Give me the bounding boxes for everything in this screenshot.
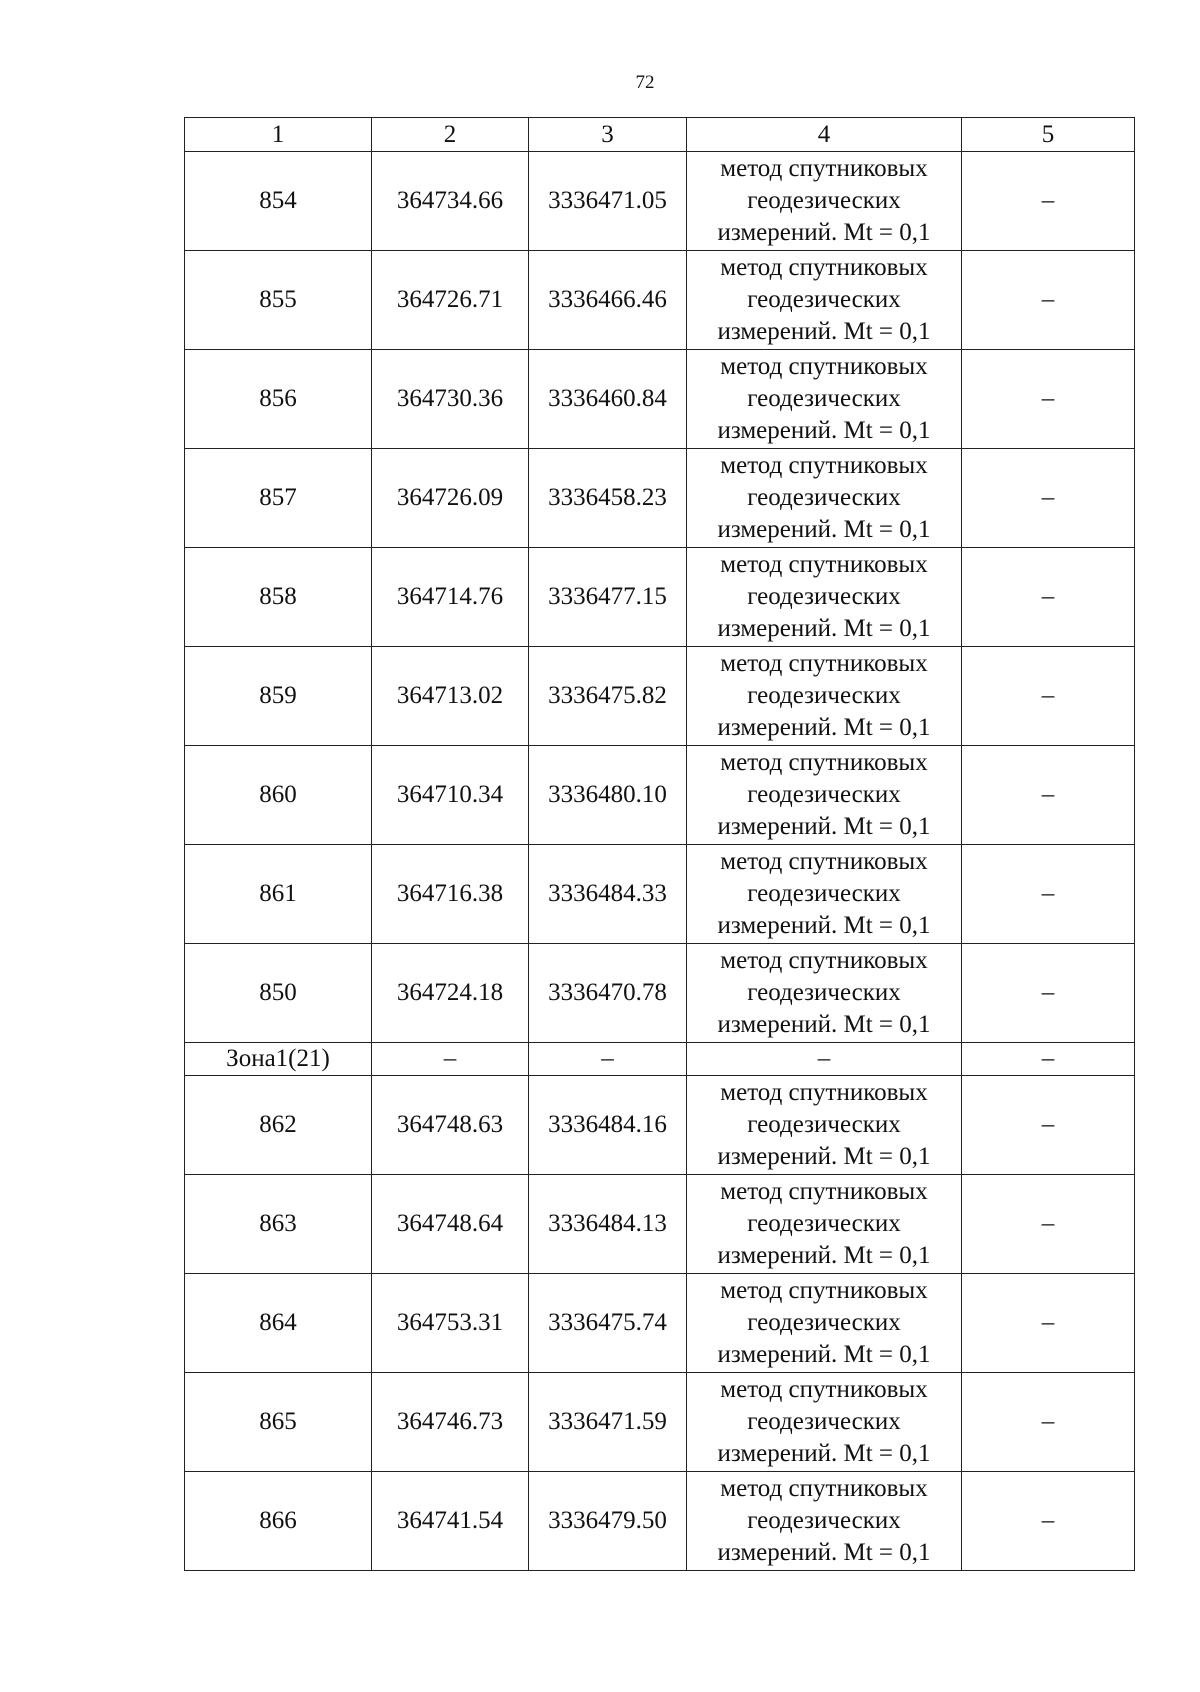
x-coordinate-cell-text: 364753.31 xyxy=(396,1309,504,1336)
table-row xyxy=(185,350,1135,449)
y-coordinate-cell-text: 3336475.74 xyxy=(548,1309,667,1336)
note-cell-text: – xyxy=(1041,781,1055,808)
y-coordinate-cell xyxy=(529,647,687,746)
note-cell-text: – xyxy=(1041,1111,1055,1138)
method-cell xyxy=(687,152,962,251)
y-coordinate-cell-text: 3336484.13 xyxy=(548,1210,667,1237)
x-coordinate-cell-text: 364748.64 xyxy=(396,1210,504,1237)
x-coordinate-cell xyxy=(372,647,529,746)
y-coordinate-cell-text: 3336484.33 xyxy=(548,880,667,907)
point-number-cell xyxy=(185,350,372,449)
method-cell-text: метод спутниковых геодезических измерений. Mt = 0,1 xyxy=(717,1277,931,1368)
x-coordinate-cell-text: 364741.54 xyxy=(396,1507,504,1534)
method-cell-text: метод спутниковых геодезических измерений. Mt = 0,1 xyxy=(717,650,931,741)
method-cell-text: метод спутниковых геодезических измерений. Mt = 0,1 xyxy=(717,848,931,939)
note-cell xyxy=(962,350,1135,449)
point-number-cell xyxy=(185,1373,372,1472)
note-cell xyxy=(962,152,1135,251)
point-number-cell xyxy=(185,845,372,944)
x-coordinate-cell-text: 364716.38 xyxy=(396,880,504,907)
x-coordinate-cell xyxy=(372,152,529,251)
point-number-cell xyxy=(185,1175,372,1274)
method-cell xyxy=(687,1175,962,1274)
zone-row xyxy=(185,1043,1135,1076)
y-coordinate-cell xyxy=(529,1472,687,1571)
y-coordinate-cell xyxy=(529,1373,687,1472)
column-header: 4 xyxy=(687,118,962,152)
x-coordinate-cell-text: 364726.09 xyxy=(396,484,504,511)
y-coordinate-cell-text: 3336471.59 xyxy=(548,1408,667,1435)
point-number-cell-text: 859 xyxy=(259,682,297,709)
y-coordinate-cell-text: 3336470.78 xyxy=(548,979,667,1006)
x-coordinate-cell xyxy=(372,845,529,944)
y-coordinate-cell xyxy=(529,1076,687,1175)
page-number: 72 xyxy=(635,72,655,93)
note-cell xyxy=(962,251,1135,350)
y-coordinate-cell-text: 3336480.10 xyxy=(548,781,667,808)
method-cell-text: метод спутниковых геодезических измерений. Mt = 0,1 xyxy=(717,155,931,246)
table-header-row xyxy=(185,118,1135,152)
x-coordinate-cell xyxy=(372,1043,529,1076)
method-cell-text: метод спутниковых геодезических измерений. Mt = 0,1 xyxy=(717,1178,931,1269)
point-number-cell-text: 855 xyxy=(259,286,297,313)
point-number-cell-text: 864 xyxy=(259,1309,297,1336)
table-row xyxy=(185,647,1135,746)
y-coordinate-cell-text: 3336479.50 xyxy=(548,1507,667,1534)
method-cell-text: метод спутниковых геодезических измерений. Mt = 0,1 xyxy=(717,1079,931,1170)
x-coordinate-cell xyxy=(372,251,529,350)
x-coordinate-cell-text: – xyxy=(443,1045,457,1072)
point-number-cell-text: 856 xyxy=(259,385,297,412)
y-coordinate-cell xyxy=(529,1274,687,1373)
x-coordinate-cell xyxy=(372,1076,529,1175)
point-number-cell xyxy=(185,548,372,647)
method-cell xyxy=(687,1274,962,1373)
point-number-cell xyxy=(185,1274,372,1373)
note-cell-text: – xyxy=(1041,1045,1055,1072)
x-coordinate-cell-text: 364724.18 xyxy=(396,979,504,1006)
method-cell-text: метод спутниковых геодезических измерений. Mt = 0,1 xyxy=(717,1475,931,1566)
method-cell xyxy=(687,251,962,350)
method-cell-text: метод спутниковых геодезических измерений. Mt = 0,1 xyxy=(717,947,931,1038)
note-cell-text: – xyxy=(1041,880,1055,907)
y-coordinate-cell xyxy=(529,548,687,647)
point-number-cell xyxy=(185,746,372,845)
table-row xyxy=(185,1076,1135,1175)
note-cell xyxy=(962,845,1135,944)
y-coordinate-cell-text: 3336458.23 xyxy=(548,484,667,511)
note-cell-text: – xyxy=(1041,1408,1055,1435)
x-coordinate-cell-text: 364730.36 xyxy=(396,385,504,412)
method-cell xyxy=(687,449,962,548)
table-row xyxy=(185,1373,1135,1472)
point-number-cell-text: 863 xyxy=(259,1210,297,1237)
note-cell-text: – xyxy=(1041,682,1055,709)
note-cell-text: – xyxy=(1041,979,1055,1006)
y-coordinate-cell xyxy=(529,251,687,350)
method-cell xyxy=(687,746,962,845)
table-row xyxy=(185,1175,1135,1274)
x-coordinate-cell-text: 364746.73 xyxy=(396,1408,504,1435)
x-coordinate-cell-text: 364710.34 xyxy=(396,781,504,808)
note-cell-text: – xyxy=(1041,583,1055,610)
point-number-cell-text: 850 xyxy=(259,979,297,1006)
x-coordinate-cell-text: 364726.71 xyxy=(396,286,504,313)
note-cell xyxy=(962,449,1135,548)
point-number-cell xyxy=(185,251,372,350)
table-body xyxy=(185,152,1135,1571)
note-cell xyxy=(962,1373,1135,1472)
point-number-cell xyxy=(185,1043,372,1076)
y-coordinate-cell xyxy=(529,845,687,944)
note-cell-text: – xyxy=(1041,286,1055,313)
method-cell xyxy=(687,845,962,944)
x-coordinate-cell xyxy=(372,746,529,845)
method-cell-text: метод спутниковых геодезических измерений. Mt = 0,1 xyxy=(717,452,931,543)
table-row xyxy=(185,845,1135,944)
method-cell xyxy=(687,1373,962,1472)
method-cell xyxy=(687,350,962,449)
column-header: 5 xyxy=(962,118,1135,152)
y-coordinate-cell xyxy=(529,746,687,845)
x-coordinate-cell xyxy=(372,1373,529,1472)
y-coordinate-cell-text: 3336471.05 xyxy=(548,187,667,214)
x-coordinate-cell xyxy=(372,944,529,1043)
y-coordinate-cell-text: – xyxy=(601,1045,614,1072)
y-coordinate-cell-text: 3336466.46 xyxy=(548,286,667,313)
note-cell-text: – xyxy=(1041,1309,1055,1336)
method-cell xyxy=(687,647,962,746)
point-number-cell-text: 860 xyxy=(259,781,297,808)
note-cell xyxy=(962,548,1135,647)
y-coordinate-cell xyxy=(529,944,687,1043)
table-row xyxy=(185,548,1135,647)
point-number-cell-text: 857 xyxy=(259,484,297,511)
y-coordinate-cell xyxy=(529,1175,687,1274)
method-cell-text: метод спутниковых геодезических измерений. Mt = 0,1 xyxy=(717,551,931,642)
x-coordinate-cell-text: 364748.63 xyxy=(396,1111,504,1138)
y-coordinate-cell-text: 3336475.82 xyxy=(548,682,667,709)
x-coordinate-cell xyxy=(372,1274,529,1373)
method-cell xyxy=(687,1472,962,1571)
column-header: 2 xyxy=(372,118,529,152)
y-coordinate-cell xyxy=(529,152,687,251)
y-coordinate-cell-text: 3336477.15 xyxy=(548,583,667,610)
point-number-cell xyxy=(185,647,372,746)
method-cell xyxy=(687,944,962,1043)
note-cell-text: – xyxy=(1041,1507,1055,1534)
note-cell xyxy=(962,1076,1135,1175)
coordinates-table xyxy=(184,117,1135,1571)
table-row xyxy=(185,746,1135,845)
table-row xyxy=(185,152,1135,251)
table-row xyxy=(185,1472,1135,1571)
method-cell-text: метод спутниковых геодезических измерений. Mt = 0,1 xyxy=(717,749,931,840)
y-coordinate-cell xyxy=(529,449,687,548)
note-cell xyxy=(962,1472,1135,1571)
point-number-cell-text: Зона1(21) xyxy=(226,1045,330,1072)
point-number-cell-text: 862 xyxy=(259,1111,297,1138)
note-cell-text: – xyxy=(1041,187,1055,214)
note-cell xyxy=(962,1274,1135,1373)
method-cell xyxy=(687,1043,962,1076)
table-row xyxy=(185,251,1135,350)
x-coordinate-cell xyxy=(372,1175,529,1274)
y-coordinate-cell xyxy=(529,350,687,449)
table-row xyxy=(185,1274,1135,1373)
method-cell-text: – xyxy=(817,1045,831,1072)
note-cell xyxy=(962,1175,1135,1274)
note-cell-text: – xyxy=(1041,385,1055,412)
point-number-cell-text: 858 xyxy=(259,583,297,610)
method-cell-text: метод спутниковых геодезических измерений. Mt = 0,1 xyxy=(717,1376,931,1467)
point-number-cell-text: 865 xyxy=(259,1408,297,1435)
point-number-cell xyxy=(185,152,372,251)
note-cell-text: – xyxy=(1041,484,1055,511)
note-cell xyxy=(962,1043,1135,1076)
x-coordinate-cell xyxy=(372,548,529,647)
y-coordinate-cell-text: 3336484.16 xyxy=(548,1111,667,1138)
point-number-cell-text: 861 xyxy=(259,880,297,907)
x-coordinate-cell xyxy=(372,350,529,449)
point-number-cell xyxy=(185,1076,372,1175)
method-cell xyxy=(687,1076,962,1175)
note-cell xyxy=(962,944,1135,1043)
point-number-cell xyxy=(185,944,372,1043)
point-number-cell xyxy=(185,449,372,548)
column-header: 3 xyxy=(529,118,687,152)
point-number-cell xyxy=(185,1472,372,1571)
table-row xyxy=(185,944,1135,1043)
x-coordinate-cell-text: 364734.66 xyxy=(396,187,504,214)
y-coordinate-cell-text: 3336460.84 xyxy=(548,385,667,412)
x-coordinate-cell-text: 364714.76 xyxy=(396,583,504,610)
note-cell xyxy=(962,647,1135,746)
column-header: 1 xyxy=(185,118,372,152)
point-number-cell-text: 854 xyxy=(259,187,297,214)
x-coordinate-cell-text: 364713.02 xyxy=(396,682,504,709)
x-coordinate-cell xyxy=(372,1472,529,1571)
method-cell-text: метод спутниковых геодезических измерений. Mt = 0,1 xyxy=(717,254,931,345)
x-coordinate-cell xyxy=(372,449,529,548)
method-cell xyxy=(687,548,962,647)
note-cell-text: – xyxy=(1041,1210,1055,1237)
note-cell xyxy=(962,746,1135,845)
method-cell-text: метод спутниковых геодезических измерений. Mt = 0,1 xyxy=(717,353,931,444)
point-number-cell-text: 866 xyxy=(259,1507,297,1534)
table-row xyxy=(185,449,1135,548)
y-coordinate-cell xyxy=(529,1043,687,1076)
